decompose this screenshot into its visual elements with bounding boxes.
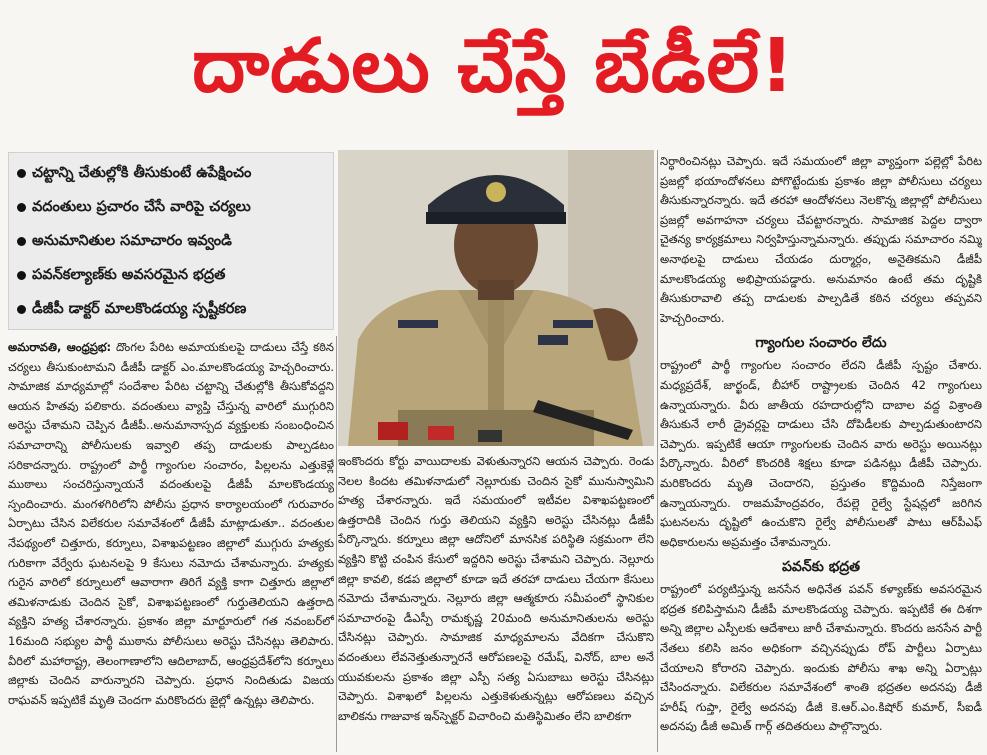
article-text: ఇంకొందరు కోర్టు వాయిదాలకు వెళుతున్నారని ఆయన చెప్పారు. రెండు నెలల కిందట తమిళనాడులో నెల్లూరుకు చెందిన సైకో మునుస్వామిని హత్య చేశారన్నారు. ఇదే సమయంలో ఇటీవల విశాఖపట్టణంలో ఉత్తరాదికి చెందిన గుర్తు తెలియని వ్యక్తిని అరెస్టు చేసినట్లు డీజీపీ పేర్కొన్నారు. కర్నూలు జిల్లా ఆదోనిలో మానసిక పరిస్థితి సక్రమంగా లేని వ్యక్తిని కొట్టి చంపిన కేసులో ఇద్దరిని అరెస్టు చేశామని చెప్పారు. నెల్లూరు జిల్లా కావలి, కడప జిల్లాలో కూడా ఇదే తరహా దాడులు చేయగా కేసులు నమోదు చేశామన్నారు. నెల్లూరు జిల్లా ఆత్మకూరు సమీపంలో స్థానికుల సమాచారంపై డీఎస్పీ రామకృష్ణ 20మంది అనుమానితులను అరెస్టు చేసినట్లు చెప్పారు. సామాజిక మాధ్యమాలను వేదికగా చేసుకొని వదంతులు లేవనెత్తుతున్నారనే ఆరోపణలపై రమేష్, వినోద్, బాల అనే యువకులను ప్రకాశం జిల్లా ఎస్పీ సత్య ఏసుబాబు అరెస్టు చేసినట్లు చెప్పారు. విశాఖలో పిల్లలను ఎత్తుకెళుతున్నట్లు ఆరోపణలు వచ్చిన బాలికను గాజువాక ఇన్‌స్పెక్టర్ విచారించి మతిస్థిమితం లేని బాలికగా <box>338 454 654 723</box>
article-left-column <box>8 338 334 752</box>
article-text: రాష్ట్రంలో పర్యటిస్తున్న జనసేన అధినేత పవన్ కళ్యాణ్‌కు అవసరమైన భద్రత కలిపిస్తామని డీజీపీ మాలకొండయ్య చెప్పారు. ఇప్పటికే ఈ దిశగా అన్ని జిల్లాల ఎస్పీలకు ఆదేశాలు జారీ చేశామన్నారు. కొందరు జనసేన పార్టీ నేతలు కలిసి జనం అధికంగా వచ్చినప్పుడు రోప్ పార్టీలు ఏర్పాటు చేయాలని కోరారని చెప్పారు. ఇందుకు పోలీసు శాఖ అన్ని ఏర్పాట్లు చేసిందన్నారు. విలేకరుల సమావేశంలో శాంతి భద్రతల అదనపు డీజీ హరీష్ గుప్తా, రైల్వే అదనపు డీజీ కె.ఆర్.ఎం.కిషోర్ కుమార్, సీఐడీ అదనపు డీజీ అమిత్ గార్గ్ తదితరులు పాల్గొన్నారు. <box>660 582 982 734</box>
article-text: దొంగల పేరిట అమాయకులపై దాడులు చేస్తే కఠిన చర్యలు తీసుకుంటామని డీజీపీ డాక్టర్ ఎం.మాలకొండయ్య హెచ్చరించారు. సామాజిక మాధ్యమాల్లో సందేశాల పేరిట చట్టాన్ని చేతుల్లోకి తీసుకోవద్దని ఆయన హితవు పలికారు. వదంతులు వ్యాప్తి చేస్తున్న వారిలో ముగ్గురిని అరెస్టు చేశామని చెప్పిన డీజీపీ..అనుమానాస్పద వ్యక్తులకు సంబంధించిన సమాచారాన్ని పోలీసులకు ఇవ్వాలి తప్ప దాడులకు పాల్పడటం సరికాదన్నారు. రాష్ట్రంలో పార్థీ గ్యాంగుల సంచారం, పిల్లలను ఎత్తుకెళ్లే ముఠాలు సంచరిస్తున్నాయనే వదంతులపై డీజీపీ మాలకొండయ్య స్పందించారు. మంగళగిరిలోని పోలీసు ప్రధాన కార్యాలయంలో గురువారం ఏర్పాటు చేసిన విలేకరుల సమావేశంలో డీజీపీ మాట్లాడుతూ.. వదంతుల నేపథ్యంలో చిత్తూరు, కర్నూలు, విశాఖపట్టణం జిల్లాలో ముగ్గురు హత్యకు గురికాగా వేర్వేరు ఘటనలపై 9 కేసులు నమోదు చేశామన్నారు. హత్యకు గురైన వారిలో కర్నూలులో ఆవారాగా తిరిగే వ్యక్తి కాగా చిత్తూరు జిల్లాలో తమిళనాడుకు చెందిన సైకో, విశాఖపట్టణంలో గుర్తుతెలియని ఉత్తరాది వ్యక్తిని హత్య చేశారన్నారు. ప్రకాశం జిల్లా మార్టూరులో గత నవంబర్‌లో 16మంది సభ్యుల పార్థీ ముఠాను పోలీసులు అరెస్టు చేసినట్లు తెలిపారు. వీరిలో మహారాష్ట్ర, తెలంగాణాలోని ఆదిలాబాద్, ఆంధ్రప్రదేశ్‌లోని కర్నూలు జిల్లాకు చెందిన వారున్నారని చెప్పారు. ప్రధాన నిందితుడు విజయ రాఘవన్ ఇప్పటికే మృతి చెందగా మరికొందరు జైల్లో ఉన్నట్లు తెలిపారు. <box>8 340 334 707</box>
bullet-icon <box>17 203 26 212</box>
section-subheading: పవన్‌కు భద్రత <box>781 559 861 576</box>
highlight-item <box>17 193 325 221</box>
highlight-item <box>17 227 325 255</box>
dgp-photo-illustration <box>338 150 654 446</box>
dateline: అమరావతి, ఆంధ్రప్రభ: <box>8 340 112 354</box>
dgp-photo <box>338 150 654 446</box>
highlight-item <box>17 261 325 289</box>
bullet-icon <box>17 271 26 280</box>
highlight-item <box>17 295 325 323</box>
highlight-item <box>17 159 325 187</box>
headline: దాడులు చేస్తే బేడీలే! <box>192 23 795 109</box>
highlight-text: డీజీపీ డాక్టర్ మాలకొండయ్య స్పష్టీకరణ <box>32 301 247 317</box>
bullet-icon <box>17 169 26 178</box>
article-text: నిర్ధారించినట్లు చెప్పారు. ఇదే సమయంలో జిల్లా వ్యాప్తంగా పల్లెల్లో పేరిట ప్రజల్లో భయాందోళనలు పోగొట్టేందుకు ప్రకాశం జిల్లా పోలీసులు చర్యలు తీసుకున్నారన్నారు. ఇదే తరహా ఆందోళనలు నెలకొన్న జిల్లాల్లో పోలీసులు ప్రజల్లో అవగాహనా చర్యలు చేపట్టారన్నారు. సామాజిక పెద్దల ద్వారా చైతన్య కార్యక్రమాలు నిర్వహిస్తున్నామన్నారు. తప్పుడు సమాచారం నమ్మి అనాథలపై దాడులు చేయడం దుర్మార్గం, అనైతికమని డీజీపీ మాలకొండయ్య అభిప్రాయపడ్డారు. అనుమానం ఉంటే తమ దృష్టికి తీసుకురావాలి తప్ప దాడులకు పాల్పడితే కఠిన చర్యలు తప్పవని హెచ్చరించారు. <box>660 154 982 325</box>
highlights-box <box>8 152 334 330</box>
article-right-column <box>660 152 982 752</box>
article-paragraph <box>8 338 334 710</box>
section-subheading: గ్యాంగుల సంచారం లేదు <box>755 335 887 352</box>
bullet-icon <box>17 305 26 314</box>
article-middle-column <box>338 452 654 752</box>
article-text: రాష్ట్రంలో పార్థీ గ్యాంగుల సంచారం లేదని డీజీపీ స్పష్టం చేశారు. మధ్యప్రదేశ్, జార్ఖండ్, బీహార్ రాష్ట్రాలకు చెందిన 42 గ్యాంగులు ఉన్నాయన్నారు. వీరు జాతీయ రహదారుల్లోని దాబాల వద్ద విశ్రాంతి తీసుకునే లారీ డ్రైవర్లపై దాడులు చేసి దోపిడీలకు పాల్పడుతుంటారని చెప్పారు. ఇప్పటికే ఆయా గ్యాంగులకు చెందిన వారు అరెస్టు అయినట్లు పేర్కొన్నారు. వీరిలో కొందరికి శిక్షలు కూడా పడినట్లు డీజీపీ చెప్పారు. మరికొందరు మృతి చెందారని, ప్రస్తుతం కొద్దిమంది నిస్తేజంగా ఉన్నాయన్నారు. రాజమహేంద్రవరం, రేపల్లె రైల్వే స్టేషన్లలో జరిగిన ఘటనలను దృష్టిలో ఉంచుకొని రైల్వే పోలీసులతో పాటు ఆర్‌పీఎఫ్ అధికారులను అప్రమత్తం చేశామన్నారు. <box>660 358 982 549</box>
highlight-text: పవన్‌కల్యాణ్‌కు అవసరమైన భద్రత <box>32 267 226 283</box>
column-divider <box>657 150 658 752</box>
highlight-text: అనుమానితుల సమాచారం ఇవ్వండి <box>32 233 232 249</box>
highlight-text: చట్టాన్ని చేతుల్లోకి తీసుకుంటే ఉపేక్షించం <box>32 165 252 181</box>
column-divider <box>336 336 337 752</box>
bullet-icon <box>17 237 26 246</box>
highlight-text: వదంతులు ప్రచారం చేసే వారిపై చర్యలు <box>32 199 251 215</box>
